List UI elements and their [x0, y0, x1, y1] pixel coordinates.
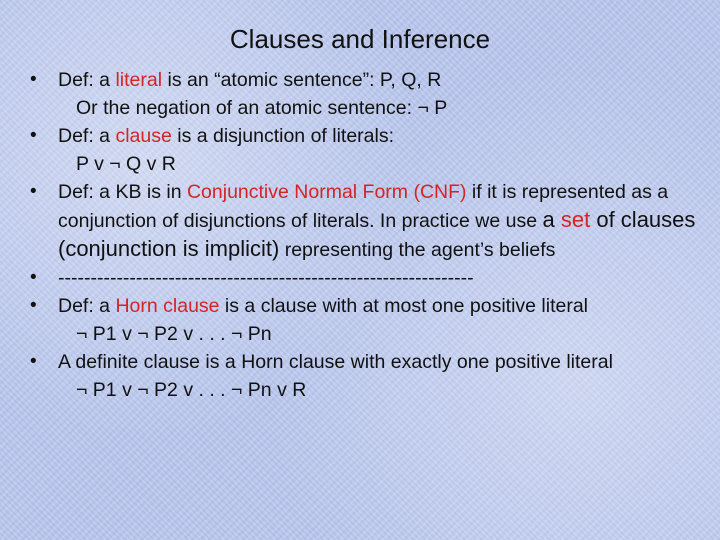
bullet-dot-icon: •: [30, 125, 37, 146]
bullet-literal: [30, 66, 700, 122]
bullet-dot-icon: •: [30, 295, 37, 316]
bullet-dot-icon: •: [30, 69, 37, 90]
bullet-dot-icon: •: [30, 267, 37, 288]
slide-title: Clauses and Inference: [229, 24, 491, 54]
bullet-clause: [30, 122, 700, 178]
bullet-text: is an “atomic sentence”: P, Q, R: [162, 69, 442, 91]
term-cnf: Conjunctive Normal Form (CNF): [186, 181, 467, 203]
term-horn-clause: Horn clause: [115, 295, 220, 317]
bullet-text-large: a: [542, 207, 561, 232]
bullet-text: Def: a: [58, 125, 116, 147]
bullet-text: Def: a: [58, 69, 116, 91]
bullet-text: Def: a KB is in: [58, 181, 187, 203]
bullet-formula: P v ¬ Q v R: [76, 153, 176, 175]
term-clause: clause: [115, 125, 172, 147]
bullet-horn-clause: [30, 292, 700, 348]
bullet-dot-icon: •: [30, 351, 37, 372]
term-set: set: [560, 207, 591, 232]
bullet-dot-icon: •: [30, 181, 37, 202]
term-literal: literal: [115, 69, 163, 91]
divider-line: ----------------------------------------------------------------: [58, 267, 474, 289]
bullet-text: is a clause with at most one positive literal: [219, 295, 589, 317]
bullet-list: [30, 66, 700, 404]
bullet-cnf: [30, 178, 700, 264]
bullet-divider: [30, 264, 700, 292]
bullet-formula: ¬ P1 v ¬ P2 v . . . ¬ Pn: [76, 323, 272, 345]
bullet-definite-clause: [30, 348, 700, 404]
bullet-text: representing the agent’s beliefs: [279, 239, 556, 261]
bullet-continuation: Or the negation of an atomic sentence: ¬ P: [76, 97, 448, 119]
bullet-text-large: of clauses (conjunction is implicit): [58, 207, 696, 261]
bullet-text: if it is represented as a conjunction of disjunctions of literals. In practice we use: [58, 181, 669, 232]
bullet-text: A definite clause is a Horn clause with exactly one positive literal: [58, 351, 613, 373]
bullet-formula: ¬ P1 v ¬ P2 v . . . ¬ Pn v R: [76, 379, 307, 401]
bullet-text: Def: a: [58, 295, 116, 317]
bullet-text: is a disjunction of literals:: [171, 125, 395, 147]
